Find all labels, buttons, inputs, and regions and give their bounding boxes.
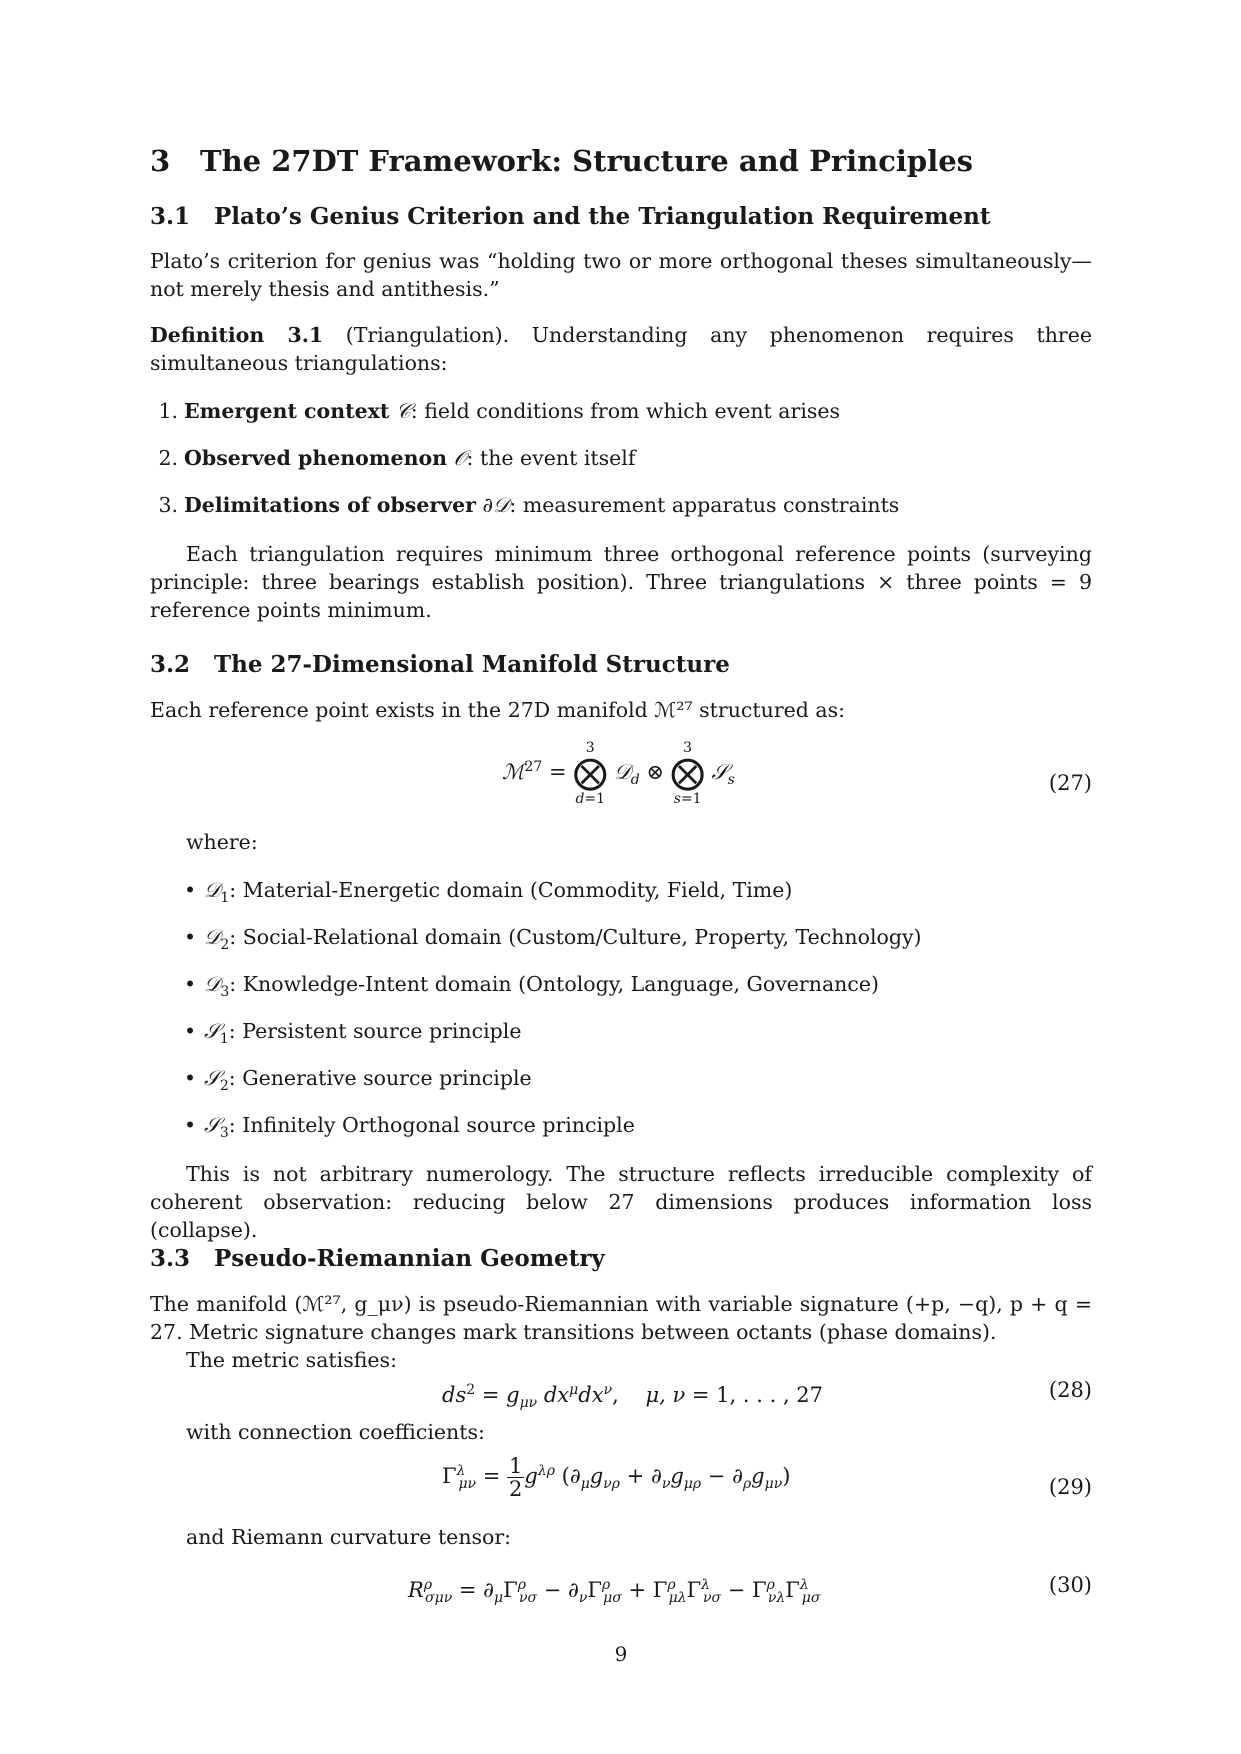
list-item: • 𝒟$_2$: Social-Relational domain (Custom/Culture, Property, Technology) <box>184 925 922 954</box>
definition-label: Definition 3.1 <box>150 323 324 347</box>
equation-27: ℳ$^{27}$ = 3 ⨂ d=1 𝒟$_d$ ⊗ 3 ⨂ s=1 𝒮$_s$ <box>502 740 735 807</box>
list-item: • 𝒟$_1$: Material-Energetic domain (Commodity, Field, Time) <box>184 878 793 907</box>
page-number: 9 <box>614 1642 628 1666</box>
subsection-number: 3.1 <box>150 203 191 230</box>
subsection-heading-3-1 <box>150 203 990 230</box>
metric-intro: The metric satisfies: <box>186 1348 397 1372</box>
equation-number-28: (28) <box>1048 1378 1092 1402</box>
geometry-paragraph: The manifold (ℳ²⁷, g_μν) is pseudo-Riemannian with variable signature (+p, −q), p + q = 27. Metric signature changes mark transitions between octants (phase domains). <box>150 1292 1092 1344</box>
paper-page <box>150 0 1092 1754</box>
numerology-paragraph: This is not arbitrary numerology. The structure reflects irreducible complexity of coherent observation: reducing below 27 dimensions produces information loss (collapse). <box>150 1162 1092 1242</box>
equation-number-29: (29) <box>1048 1475 1092 1499</box>
equation-number-30: (30) <box>1048 1573 1092 1597</box>
equation-29: $\Gamma^\lambda_{\mu\nu}$ = $\frac{1}{2}$ $g^{\lambda\rho}$ $(\partial_\mu g_{\nu\rho} + \partial_\nu g_{\mu\rho} - \partial_\rho g_{\mu\nu})$ <box>442 1454 791 1501</box>
definition-name: (Triangulation). <box>345 323 510 347</box>
equation-30: $R^\rho_{\sigma\mu\nu} = \partial_\mu\Gamma^\rho_{\nu\sigma} - \partial_\nu\Gamma^\rho_{\mu\sigma} + \Gamma^\rho_{\mu\lambda}\Gamma^\lambda_{\nu\sigma} - \Gamma^\rho_{\nu\lambda}\Gamma^\lambda_{\mu\sigma}$ <box>408 1577 821 1607</box>
where-label: where: <box>186 830 258 854</box>
triangulation-paragraph: Each triangulation requires minimum three orthogonal reference points (surveying principle: three bearings establish position). Three triangulations × three points = 9 reference points minimum. <box>150 542 1092 622</box>
equation-28: $ds^2 = g_{\mu\nu}$ $dx^\mu dx^\nu$, μ, ν = 1, . . . , 27 <box>442 1382 824 1412</box>
definition-3-1 <box>150 321 1092 377</box>
list-item: 1. Emergent context 𝒞: field conditions from which event arises <box>158 399 841 423</box>
list-item: • 𝒮$_2$: Generative source principle <box>184 1066 532 1095</box>
subsection-title: Plato’s Genius Criterion and the Triangulation Requirement <box>214 203 991 230</box>
riemann-intro: and Riemann curvature tensor: <box>186 1525 512 1549</box>
section-title: The 27DT Framework: Structure and Principles <box>200 144 974 178</box>
section-heading <box>150 144 973 178</box>
connection-intro: with connection coefficients: <box>186 1420 485 1444</box>
subsection-heading-3-2: 3.2 The 27-Dimensional Manifold Structure <box>150 651 730 678</box>
list-item: 2. Observed phenomenon 𝒪: the event itself <box>158 446 636 470</box>
list-item: • 𝒮$_1$: Persistent source principle <box>184 1019 522 1048</box>
definition-text: Understanding any phenomenon requires three simultaneous triangulations: <box>150 323 1092 375</box>
section-number: 3 <box>150 144 171 178</box>
equation-number-27: (27) <box>1048 771 1092 795</box>
plato-paragraph: Plato’s criterion for genius was “holding two or more orthogonal theses simultaneously—not merely thesis and antithesis.” <box>150 249 1092 301</box>
subsection-heading-3-3: 3.3 Pseudo-Riemannian Geometry <box>150 1245 605 1272</box>
list-item: 3. Delimitations of observer ∂𝒟: measurement apparatus constraints <box>158 493 900 517</box>
list-item: • 𝒟$_3$: Knowledge-Intent domain (Ontology, Language, Governance) <box>184 972 879 1001</box>
list-item: • 𝒮$_3$: Infinitely Orthogonal source principle <box>184 1113 635 1142</box>
manifold-paragraph: Each reference point exists in the 27D manifold ℳ²⁷ structured as: <box>150 698 846 722</box>
